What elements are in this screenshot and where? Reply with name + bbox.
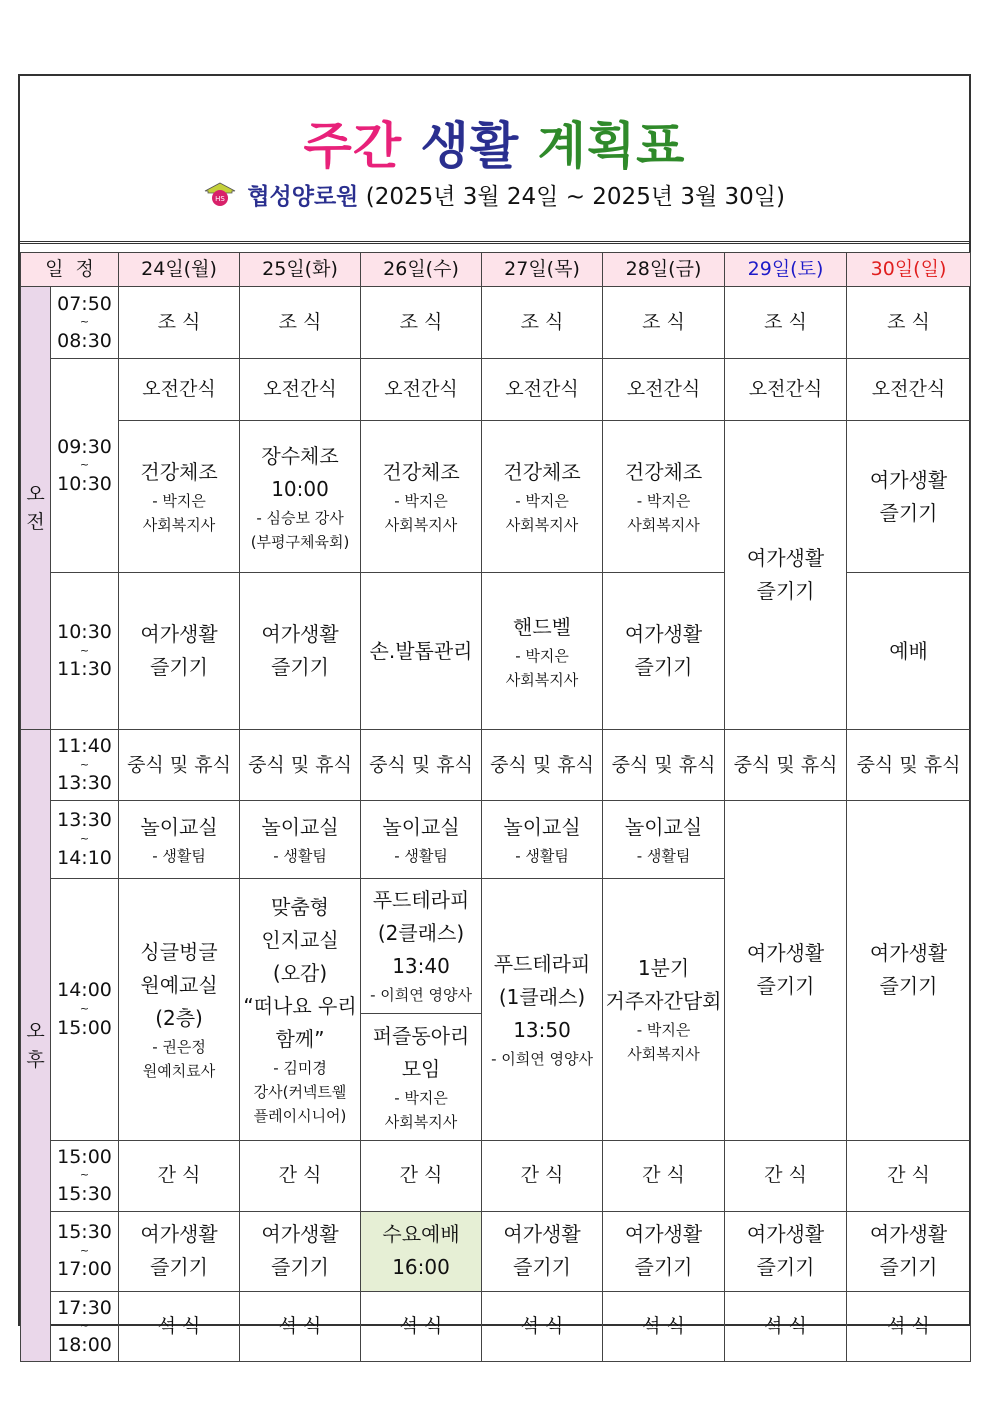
- cell-handbell-thu: [482, 573, 603, 730]
- header-day-sun: 30일(일): [847, 253, 971, 287]
- cell-health-exercise-fri: [603, 421, 725, 573]
- cell-morning-snack: 오전간식: [240, 359, 361, 421]
- cell-morning-snack: 오전간식: [725, 359, 847, 421]
- time-tilde: ~: [79, 1001, 90, 1015]
- cell-leisure-sat-am: [725, 421, 847, 730]
- activity-role: 사회복지사: [627, 1045, 700, 1064]
- cell-health-exercise-wed: [361, 421, 482, 573]
- activity-staff: - 박지은: [636, 1021, 691, 1040]
- time-cell: [51, 1211, 119, 1291]
- time-start: 15:30: [57, 1221, 112, 1244]
- activity-title-2: 거주자간담회: [605, 989, 722, 1014]
- activity-role: 사회복지사: [505, 670, 579, 689]
- time-cell: [51, 730, 119, 801]
- activity-title: 여가생활: [624, 622, 703, 646]
- activity-title-2: 즐기기: [879, 974, 938, 999]
- activity-title-2: 즐기기: [879, 500, 938, 525]
- activity-role: 사회복지사: [384, 516, 458, 534]
- activity-title-2: 인지교실: [261, 927, 339, 952]
- time-start: 17:30: [57, 1296, 112, 1319]
- time-start: 13:30: [57, 809, 112, 832]
- time-tilde: ~: [79, 643, 90, 657]
- cell-breakfast: 조 식: [361, 287, 482, 359]
- activity-role: 사회복지사: [627, 516, 700, 534]
- period-pm-label: 오 후: [26, 1020, 45, 1071]
- cell-dinner: 석 식: [603, 1291, 725, 1362]
- title-part-life: 생활: [420, 117, 520, 175]
- activity-title: 건강체조: [382, 460, 460, 484]
- cell-snack: 간 식: [603, 1140, 725, 1211]
- cell-cognitive-tue: [240, 878, 361, 1140]
- period-am: [21, 287, 51, 730]
- time-cell: [51, 878, 119, 1140]
- time-end: 18:00: [57, 1333, 112, 1356]
- activity-title: 여가생활: [503, 1222, 581, 1247]
- cell-snack: 간 식: [725, 1140, 847, 1211]
- cell-food-therapy-2: [361, 879, 481, 1014]
- time-cell: [51, 359, 119, 573]
- time-tilde: ~: [79, 1319, 90, 1333]
- row-play-class: [21, 800, 971, 878]
- activity-title-2: 즐기기: [271, 1255, 329, 1280]
- time-end: 15:00: [57, 1016, 112, 1039]
- cell-snack: 간 식: [847, 1140, 971, 1211]
- time-tilde: ~: [79, 831, 90, 845]
- cell-leisure-tue: [240, 573, 361, 730]
- cell-morning-snack: 오전간식: [603, 359, 725, 421]
- activity-title-2: 원예교실: [140, 972, 218, 997]
- time-end: 15:30: [57, 1183, 112, 1206]
- time-tilde: ~: [79, 458, 90, 472]
- header-schedule-label: 일 정: [21, 253, 119, 287]
- cell-breakfast: 조 식: [119, 287, 240, 359]
- activity-title: 여가생활: [261, 622, 339, 646]
- activity-title: 1분기: [637, 956, 690, 981]
- activity-staff: - 박지은: [636, 492, 691, 510]
- header-day-sat: 29일(토): [725, 253, 847, 287]
- cell-leisure: [482, 1211, 603, 1291]
- activity-title: 수요예배: [382, 1222, 460, 1247]
- activity-title-2: 즐기기: [513, 1255, 571, 1280]
- activity-title: 건강체조: [624, 460, 703, 484]
- activity-title: 퍼즐동아리: [372, 1023, 470, 1048]
- header-day-tue: 25일(화): [240, 253, 361, 287]
- cell-lunch: 중식 및 휴식: [603, 730, 725, 801]
- activity-title-2: 모임: [401, 1056, 441, 1081]
- time-start: 14:00: [57, 979, 112, 1002]
- cell-breakfast: 조 식: [603, 287, 725, 359]
- activity-org: (부평구체육회): [250, 532, 350, 551]
- time-start: 09:30: [57, 435, 112, 458]
- activity-staff: - 박지은: [152, 492, 206, 510]
- activity-staff: - 박지은: [394, 492, 448, 510]
- activity-title: 놀이교실: [261, 814, 339, 839]
- time-cell: [51, 1140, 119, 1211]
- activity-title: 장수체조: [261, 443, 339, 468]
- cell-snack: 간 식: [482, 1140, 603, 1211]
- activity-role: 사회복지사: [142, 516, 216, 534]
- activity-title-2: 즐기기: [756, 974, 815, 999]
- activity-title: 놀이교실: [503, 814, 581, 839]
- activity-title: 놀이교실: [624, 814, 703, 839]
- activity-staff: - 박지은: [515, 492, 569, 510]
- time-end: 10:30: [57, 472, 112, 495]
- activity-staff: - 생활팀: [394, 846, 448, 865]
- activity-title-2: 즐기기: [271, 655, 329, 679]
- activity-title: 건강체조: [503, 460, 581, 484]
- activity-org: 플레이시니어): [253, 1106, 347, 1125]
- time-tilde: ~: [79, 315, 90, 329]
- cell-leisure-fri: [603, 573, 725, 730]
- row-leisure-pm: [21, 1211, 971, 1291]
- activity-staff: - 이희연 영양사: [491, 1049, 593, 1068]
- time-end: 17:00: [57, 1258, 112, 1281]
- activity-subtitle-2: 함께”: [275, 1026, 325, 1051]
- activity-title-2: 즐기기: [634, 1255, 693, 1280]
- cell-breakfast: 조 식: [847, 287, 971, 359]
- header-day-mon: 24일(월): [119, 253, 240, 287]
- cell-dinner: 석 식: [119, 1291, 240, 1362]
- row-snack: [21, 1140, 971, 1211]
- activity-staff: - 이희연 영양사: [370, 986, 472, 1005]
- cell-dinner: 석 식: [725, 1291, 847, 1362]
- activity-title: 여가생활: [746, 546, 825, 570]
- activity-title: 맞춤형: [271, 894, 329, 919]
- activity-staff: - 생활팀: [273, 846, 327, 865]
- cell-lunch: 중식 및 휴식: [725, 730, 847, 801]
- cell-health-exercise-mon: [119, 421, 240, 573]
- cell-leisure-sun-pm: [847, 800, 971, 1140]
- time-end: 11:30: [57, 658, 112, 681]
- cell-play-class: [119, 800, 240, 878]
- activity-title: 여가생활: [624, 1222, 703, 1247]
- cell-leisure-mon: [119, 573, 240, 730]
- activity-title: 건강체조: [140, 460, 218, 484]
- activity-title: 여가생활: [140, 1222, 218, 1247]
- activity-title-2: 즐기기: [879, 1255, 938, 1280]
- activity-title: 푸드테라피: [372, 888, 470, 913]
- activity-title-2: (2클래스): [377, 921, 465, 946]
- activity-staff: - 생활팀: [636, 846, 691, 865]
- activity-role: 사회복지사: [505, 516, 579, 534]
- time-end: 08:30: [57, 329, 112, 352]
- cell-snack: 간 식: [119, 1140, 240, 1211]
- cell-play-class: [361, 800, 482, 878]
- activity-title-2: (1클래스): [498, 984, 586, 1009]
- activity-staff: - 권은정: [152, 1037, 206, 1056]
- activity-role: 강사(커넥트웰: [253, 1082, 347, 1101]
- cell-residents-meeting-fri: [603, 878, 725, 1140]
- cell-food-therapy-1-thu: [482, 878, 603, 1140]
- cell-longevity-exercise-tue: [240, 421, 361, 573]
- cell-play-class: [240, 800, 361, 878]
- row-breakfast: [21, 287, 971, 359]
- cell-puzzle-club: [361, 1014, 481, 1140]
- cell-wednesday-worship: [361, 1211, 482, 1291]
- cell-lunch: 중식 및 휴식: [482, 730, 603, 801]
- activity-title: 손.발톱관리: [369, 638, 473, 663]
- cell-breakfast: 조 식: [240, 287, 361, 359]
- activity-title: 여가생활: [746, 1222, 825, 1247]
- title-part-weekly: 주간: [303, 117, 403, 175]
- header-day-fri: 28일(금): [603, 253, 725, 287]
- cell-breakfast: 조 식: [725, 287, 847, 359]
- activity-title: 예배: [889, 638, 928, 663]
- period-pm: [21, 730, 51, 1362]
- activity-time: 13:50: [513, 1017, 571, 1042]
- activity-title: 푸드테라피: [493, 951, 591, 976]
- activity-time: 10:00: [271, 476, 329, 501]
- cell-snack: 간 식: [361, 1140, 482, 1211]
- activity-staff: - 심승보 강사: [256, 508, 344, 527]
- period-am-label: 오 전: [26, 482, 45, 533]
- cell-leisure: [847, 1211, 971, 1291]
- activity-title: 여가생활: [869, 1222, 948, 1247]
- cell-morning-snack: 오전간식: [361, 359, 482, 421]
- cell-leisure-sun-am: [847, 421, 971, 573]
- activity-title-2: 즐기기: [756, 1255, 815, 1280]
- activity-staff: - 박지은: [394, 1088, 448, 1107]
- cell-dinner: 석 식: [482, 1291, 603, 1362]
- activity-role: 사회복지사: [384, 1112, 458, 1131]
- activity-title: 핸드벨: [513, 614, 571, 639]
- activity-title: 여가생활: [261, 1222, 339, 1247]
- activity-staff: - 김미경: [273, 1058, 327, 1077]
- svg-text:HS: HS: [215, 194, 225, 203]
- org-name: 협성양로원: [247, 184, 359, 210]
- activity-title-2: 즐기기: [756, 579, 815, 603]
- time-cell: [51, 573, 119, 730]
- cell-lunch: 중식 및 휴식: [847, 730, 971, 801]
- time-end: 13:30: [57, 772, 112, 795]
- cell-lunch: 중식 및 휴식: [361, 730, 482, 801]
- cell-morning-snack: 오전간식: [119, 359, 240, 421]
- cell-leisure: [119, 1211, 240, 1291]
- activity-staff: - 생활팀: [152, 846, 206, 865]
- cell-morning-snack: 오전간식: [847, 359, 971, 421]
- activity-title-2: 즐기기: [634, 655, 693, 679]
- cell-play-class: [603, 800, 725, 878]
- cell-snack: 간 식: [240, 1140, 361, 1211]
- cell-dinner: 석 식: [847, 1291, 971, 1362]
- cell-lunch: 중식 및 휴식: [119, 730, 240, 801]
- cell-leisure: [240, 1211, 361, 1291]
- cell-wed-split: [361, 878, 482, 1140]
- activity-time: 16:00: [392, 1255, 450, 1280]
- activity-role: 원예치료사: [142, 1061, 216, 1080]
- activity-title: 여가생활: [869, 467, 948, 492]
- activity-title-2: 즐기기: [150, 1255, 208, 1280]
- activity-time: 13:40: [392, 954, 450, 979]
- schedule-table: [20, 252, 971, 1362]
- cell-leisure: [725, 1211, 847, 1291]
- header-day-thu: 27일(목): [482, 253, 603, 287]
- activity-title: 싱글벙글: [140, 939, 218, 964]
- activity-title: 여가생활: [869, 941, 948, 966]
- activity-title: 놀이교실: [140, 814, 218, 839]
- header-row: [21, 253, 971, 287]
- activity-staff: - 생활팀: [515, 846, 569, 865]
- time-start: 07:50: [57, 292, 112, 315]
- header-day-wed: 26일(수): [361, 253, 482, 287]
- cell-horticulture-mon: [119, 878, 240, 1140]
- activity-subtitle: “떠나요 우리: [243, 993, 357, 1018]
- activity-title: 여가생활: [140, 622, 218, 646]
- activity-location: (2층): [155, 1005, 203, 1030]
- cell-dinner: 석 식: [240, 1291, 361, 1362]
- activity-title: 놀이교실: [382, 814, 460, 839]
- time-cell: [51, 287, 119, 359]
- row-morning-snack: [21, 359, 971, 421]
- time-start: 10:30: [57, 621, 112, 644]
- time-start: 15:00: [57, 1145, 112, 1168]
- cell-leisure: [603, 1211, 725, 1291]
- activity-staff: - 박지은: [515, 646, 569, 665]
- cell-worship-sun: [847, 573, 971, 730]
- row-lunch: [21, 730, 971, 801]
- row-exercise: [21, 421, 971, 573]
- cell-dinner: 석 식: [361, 1291, 482, 1362]
- time-tilde: ~: [79, 757, 90, 771]
- time-cell: [51, 800, 119, 878]
- activity-title-2: 즐기기: [150, 655, 208, 679]
- activity-title-3: (오감): [272, 960, 328, 985]
- cell-breakfast: 조 식: [482, 287, 603, 359]
- time-tilde: ~: [79, 1243, 90, 1257]
- title-part-plan: 계획표: [537, 117, 686, 175]
- row-dinner: [21, 1291, 971, 1362]
- activity-title: 여가생활: [746, 941, 825, 966]
- time-tilde: ~: [79, 1168, 90, 1182]
- time-cell: [51, 1291, 119, 1362]
- cell-lunch: 중식 및 휴식: [240, 730, 361, 801]
- time-start: 11:40: [57, 735, 112, 757]
- cell-play-class: [482, 800, 603, 878]
- cell-health-exercise-thu: [482, 421, 603, 573]
- cell-hand-foot-wed: [361, 573, 482, 730]
- time-end: 14:10: [57, 846, 112, 869]
- schedule-period: (2025년 3월 24일 ~ 2025년 3월 30일): [365, 184, 785, 210]
- cell-morning-snack: 오전간식: [482, 359, 603, 421]
- cell-leisure-sat-pm: [725, 800, 847, 1140]
